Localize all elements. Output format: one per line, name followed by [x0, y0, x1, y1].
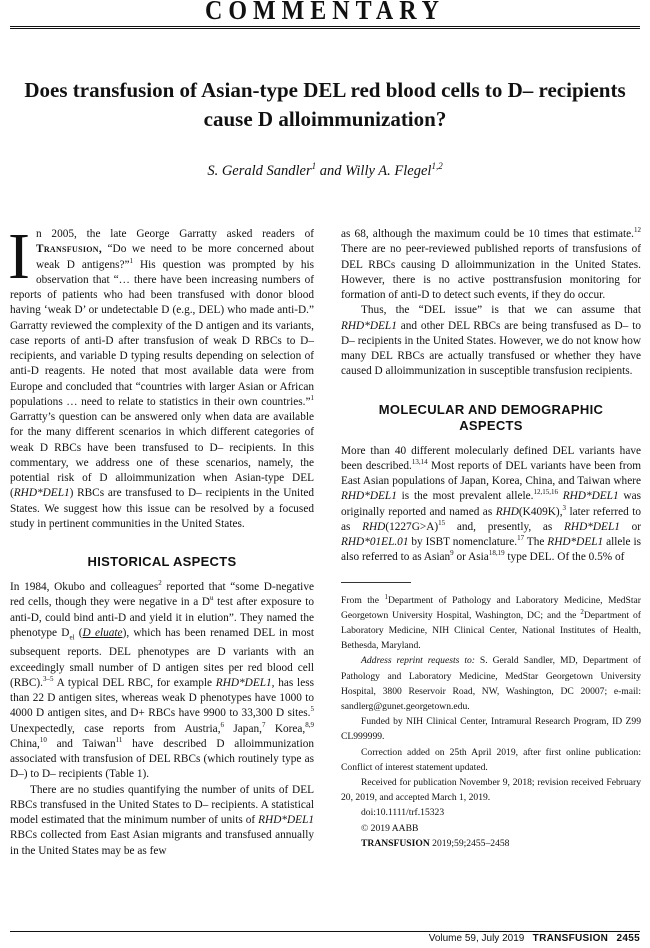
- mol-text: or: [619, 520, 641, 533]
- citation-journal: TRANSFUSION: [361, 837, 430, 849]
- author-separator: and: [316, 163, 346, 179]
- footnote-rule: [341, 582, 411, 583]
- title-line-2: cause D alloimmunization?: [203, 107, 447, 131]
- citation-ref: 11: [115, 735, 123, 744]
- hist-text: (: [74, 626, 83, 639]
- reprint-label: Address reprint requests to:: [361, 655, 475, 667]
- heading-line-1: MOLECULAR AND DEMOGRAPHIC: [378, 401, 604, 417]
- units-text: RBCs collected from East Asian migrants and transfused annually in the United States may be as few: [10, 829, 314, 857]
- mol-text: by ISBT nomenclature.: [408, 536, 518, 548]
- affiliations: [341, 593, 641, 654]
- deluate-d: D: [82, 626, 91, 639]
- allele-name: RHD*DEL1: [547, 536, 604, 548]
- allele-name: RHD*DEL1: [13, 487, 70, 500]
- cont-text: There are no peer-reviewed published reports of transfusions of DEL RBCs causing D alloimmunization in the United States. However, there is no active posttransfusion monitoring for formation of anti-D to detect such events, if they do occur.: [341, 243, 641, 301]
- mol-text: More than 40 different molecularly defined DEL variants have been described.: [341, 444, 641, 472]
- header-rule-bottom: [10, 28, 640, 29]
- continued-paragraph: [341, 227, 641, 303]
- author-1: S. Gerald Sandler: [207, 163, 312, 179]
- citation-ref: 7: [261, 720, 266, 729]
- citation-ref: 18,19: [488, 549, 505, 558]
- mol-text: allele is also referred to as Asian: [341, 536, 641, 564]
- affil-text: From the: [341, 594, 385, 606]
- intro-text-a: n 2005, the late George Garratty asked readers of: [35, 228, 314, 240]
- author-2-affiliation: 1,2: [431, 161, 443, 172]
- molecular-paragraph: [341, 444, 641, 566]
- historical-paragraph: [10, 580, 314, 783]
- hist-text: reported that “some D-negative red cells, though they were negative in a D: [10, 581, 314, 609]
- thus-text: Thus, the “DEL issue” is that we can assume that: [361, 304, 641, 317]
- citation-ref: 8,9: [305, 720, 314, 729]
- units-paragraph: [10, 783, 314, 859]
- citation-ref: 5: [310, 705, 314, 714]
- intro-paragraph: [8, 220, 315, 532]
- hist-text: ), which has been renamed DEL in most subsequent reports. DEL phenotypes are D variants with an exceedingly small number of D antigen sites per red blood cell (RBC).: [10, 626, 315, 689]
- allele-name: RHD*01EL.01: [341, 536, 409, 548]
- mol-text: or Asia: [453, 551, 489, 564]
- mol-text: was originally reported and named as: [341, 490, 641, 518]
- del-issue-paragraph: [341, 303, 641, 379]
- hist-text: Korea,: [265, 722, 306, 735]
- citation-ref: 13,14: [411, 457, 428, 466]
- hist-text: A typical DEL RBC, for example: [53, 676, 216, 689]
- footnotes: [341, 593, 641, 851]
- superscript: u: [210, 594, 214, 603]
- affil-sup: 2: [580, 607, 584, 616]
- subscript: el: [69, 633, 75, 641]
- mol-text: Most reports of DEL variants have been from East Asian populations of Japan, Korea, China, and Taiwan where: [341, 459, 641, 487]
- allele-name: RHD*DEL1: [341, 319, 397, 332]
- intro-text-e: ) RBCs are transfused to D– recipients in the United States. We suggest how this issue can be resolved by a focused study in pertinent communities in the United States.: [10, 487, 314, 530]
- citation-ref: 12: [634, 226, 641, 235]
- affil-text: Department of Pathology and Laboratory Medicine, MedStar Georgetown University Hospital, Washington, DC; and the: [341, 594, 642, 621]
- doi: doi:10.1111/trf.15323: [361, 807, 445, 819]
- citation-ref: 2: [158, 579, 162, 588]
- allele-name: RHD: [362, 520, 386, 533]
- citation-ref: 6: [220, 720, 225, 729]
- hist-text: and Taiwan: [46, 737, 116, 750]
- hist-text: test after exposure to anti-D, could bind anti-D and yield it in elution”. They named the phenotype D: [10, 596, 314, 639]
- heading-line-2: ASPECTS: [459, 417, 523, 433]
- mol-text: later referred to as: [341, 505, 641, 533]
- mol-text: and, presently, as: [445, 520, 565, 533]
- section-heading-historical: HISTORICAL ASPECTS: [87, 554, 237, 569]
- allele-name: RHD*DEL1: [258, 814, 314, 826]
- citation-rest: 2019;59;2455–2458: [429, 837, 510, 849]
- author-list: [0, 163, 650, 180]
- right-column: [341, 227, 641, 851]
- footer-page-number: 2455: [616, 933, 640, 944]
- deluate-rest: uate: [103, 626, 123, 639]
- section-heading-molecular: [341, 402, 641, 434]
- left-column: [8, 220, 315, 859]
- citation-ref: 1: [310, 393, 314, 402]
- citation-ref: 12,15,16: [533, 488, 558, 497]
- citation: [341, 836, 641, 851]
- citation-ref: 1: [129, 256, 134, 265]
- intro-text-c: His question was prompted by his observation that “… there have been increasing numbers of reports of patients who had been transfused with donor blood having ‘weak D’ or undetectable D (e.g., DEL) who made anti-D.” Garratty reviewed the complexity of the D antigen and its variants, case reports of anti-D after transfusion of weak D RBCs to D– recipients, and variable D typing results depending on selection of anti-D reagents. He noted that most available data were from Europe and concluded that “countries with larger Asian or African populations … need to relate to statistics in their own countries.”: [10, 258, 315, 408]
- hist-text: has less than 22 D antigen sites, whereas weak D phenotypes have 1000 to 4000 D antigen sites, and D+ RBCs have 9900 to 33,300 D sites.: [10, 676, 314, 720]
- affil-text: Department of Laboratory Medicine, NIH Clinical Center, National Institutes of Health, Bethesda, Maryland.: [341, 609, 641, 652]
- allele-name: RHD*DEL1: [557, 490, 619, 503]
- hist-text: In 1984, Okubo and colleagues: [10, 581, 159, 593]
- footer-rule: [10, 931, 640, 932]
- citation-ref: 3–5: [42, 674, 54, 683]
- footer-journal: TRANSFUSION: [532, 933, 609, 944]
- hist-text: Unexpectedly, case reports from Austria,: [10, 722, 221, 735]
- article-title: [0, 76, 650, 134]
- received-note: Received for publication November 9, 2018; revision received February 20, 2019, and accepted March 1, 2019.: [341, 776, 641, 804]
- drop-cap: I: [8, 220, 30, 293]
- reprint-text: S. Gerald Sandler, MD, Department of Pathology and Laboratory Medicine, MedStar Georgetown University Hospital, 3800 Reservoir Road, NW, Washington, DC 20007; e-mail: sandlerg@gunet.georgetown.edu.: [341, 655, 641, 712]
- section-label: COMMENTARY: [204, 0, 446, 26]
- mol-text: (K409K),: [518, 505, 563, 518]
- citation-ref: 9: [450, 549, 454, 558]
- citation-ref: 3: [562, 503, 567, 512]
- cont-text: as 68, although the maximum could be 10 times that estimate.: [341, 228, 634, 240]
- funding-note: Funded by NIH Clinical Center, Intramural Research Program, ID Z99 CL999999.: [341, 716, 641, 743]
- intro-text-b: “Do we need to be more concerned about weak D antigens?”: [35, 243, 314, 271]
- hist-text: China,: [10, 737, 40, 750]
- author-2: Willy A. Flegel: [345, 163, 432, 179]
- journal-name: Transfusion,: [35, 243, 102, 256]
- mol-text: (1227G>A): [385, 520, 439, 533]
- mol-text: The: [524, 536, 548, 548]
- reprint-requests: [341, 653, 641, 714]
- citation-ref: 17: [517, 534, 525, 543]
- citation-ref: 10: [39, 735, 47, 744]
- page-footer: [429, 933, 640, 944]
- author-1-affiliation: 1: [311, 161, 317, 172]
- title-line-1: Does transfusion of Asian-type DEL red blood cells to D– recipients: [24, 78, 626, 102]
- correction-note: Correction added on 25th April 2019, after first online publication: Conflict of interest statement updated.: [341, 746, 641, 773]
- footer-volume: Volume 59, July 2019: [428, 933, 525, 944]
- allele-name: RHD*DEL1: [341, 490, 397, 503]
- deluate-el: el: [90, 626, 104, 639]
- citation-ref: 15: [438, 518, 446, 527]
- affil-sup: 1: [384, 592, 388, 601]
- units-text: There are no studies quantifying the number of units of DEL RBCs transfused in the United States to D– recipients. A statistical model estimated that the minimum number of units of: [10, 783, 314, 826]
- intro-text-d: Garratty’s question can be answered only when data are available for the many different scenarios in which different categories of weak D RBCs have been transfused to D– recipients. In this commentary, we address one of these scenarios, namely, the potential risk of D alloimmunization when Asian-type DEL (: [10, 411, 314, 500]
- copyright: © 2019 AABB: [361, 822, 419, 834]
- hist-text: have described D alloimmunization associated with transfusion of DEL RBCs (which routinely type as D–) to D– recipients (Table 1).: [10, 737, 314, 781]
- thus-text: and other DEL RBCs are being transfused as D– to D– recipients in the United States. However, we do not know how many DEL RBCs are actually transfused or whether they have caused D alloimmunization in susceptible transfusion recipients.: [341, 319, 641, 378]
- allele-name: RHD*DEL1,: [215, 676, 275, 689]
- allele-name: RHD: [495, 505, 519, 518]
- allele-name: RHD*DEL1: [564, 520, 620, 533]
- mol-text: is the most prevalent allele.: [396, 490, 534, 503]
- hist-text: Japan,: [224, 722, 262, 735]
- mol-text: type DEL. Of the 0.5% of: [504, 551, 625, 564]
